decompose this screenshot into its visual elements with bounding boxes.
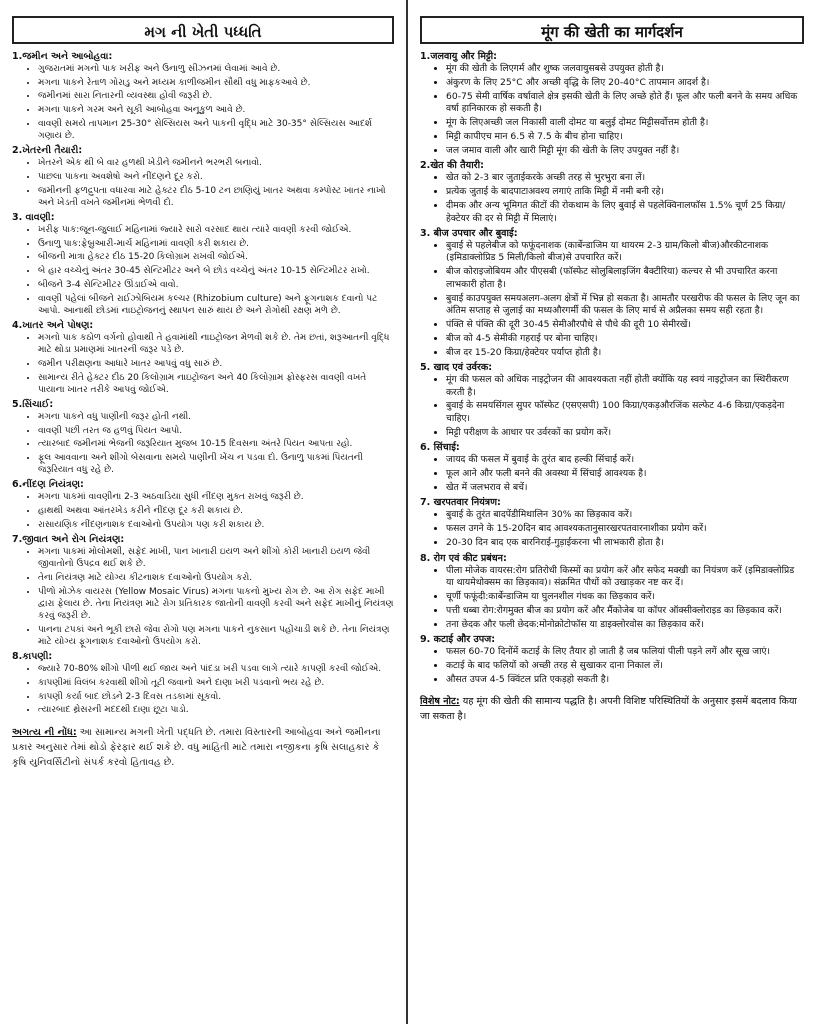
bullet-item: • खेत को 2-3 बार जुताईकरके अच्छी तरह से भुरभुरा बना लें। bbox=[446, 172, 804, 184]
section-heading: 3. વાવણી: bbox=[12, 212, 55, 224]
bullet-list bbox=[420, 509, 804, 549]
gujarati-section bbox=[12, 398, 394, 477]
gujarati-note-label: અગત્ય ની નોંધ: bbox=[12, 726, 77, 738]
bullet-list bbox=[12, 157, 394, 209]
hindi-section bbox=[420, 361, 804, 439]
bullet-item: • કાપણીમાં વિલંબ કરવાથી શીંગો તૂટી જવાનો અને દાણા ખરી પડવાનો ભય રહે છે. bbox=[38, 677, 394, 689]
hindi-section bbox=[420, 50, 804, 157]
bullet-item: • जल जमाव वाली और खारी मिट्टी मूंग की खेती के लिए उपयुक्त नहीं है। bbox=[446, 145, 804, 157]
section-heading: 8.કાપણી: bbox=[12, 651, 53, 663]
gujarati-section bbox=[12, 50, 394, 142]
bullet-item: • औसत उपज 4-5 क्विंटल प्रति एकड़हो सकती है। bbox=[446, 674, 804, 686]
section-heading: 5.સિંચાઈ: bbox=[12, 398, 54, 410]
section-heading: 2.ખેતરની તૈયારી: bbox=[12, 145, 83, 157]
bullet-item: • મગનો પાક કઠોળ વર્ગનો હોવાથી તે હવામાંથી નાઇટ્રોજન મેળવી શકે છે. તેમ છતાં, શરૂઆતની વૃદ્ધિ માટે થોડા પ્રમાણમાં ખાતરની જરૂર પડે છે. bbox=[38, 332, 394, 356]
gujarati-title: મગ ની ખેતી પધ્ધતિ bbox=[12, 16, 394, 44]
bullet-item: • कटाई के बाद फलियों को अच्छी तरह से सुखाकर दाना निकाल लें। bbox=[446, 660, 804, 672]
section-heading: 5. खाद एवं उर्वरक: bbox=[420, 362, 493, 374]
bullet-item: • अंकुरण के लिए 25°C और अच्छी वृद्धि के लिए 20-40°C तापमान आदर्श है। bbox=[446, 77, 804, 89]
section-heading: 1.जलवायु और मिट्टी: bbox=[420, 51, 497, 62]
bullet-item: • पंक्ति से पंक्ति की दूरी 30-45 सेमीऔरपौधे से पौधे की दूरी 10 सेमीरखें। bbox=[446, 319, 804, 331]
bullet-item: • ત્યારબાદ થ્રેસરની મદદથી દાણા છૂટા પાડો. bbox=[38, 704, 394, 716]
bullet-item: • मूंग की फसल को अधिक नाइट्रोजन की आवश्यकता नहीं होती क्योंकि यह स्वयं नाइट्रोजन का स्थिरीकरण करती है। bbox=[446, 374, 804, 399]
bullet-item: • मिट्टी कापीएच मान 6.5 से 7.5 के बीच होना चाहिए। bbox=[446, 131, 804, 143]
bullet-item: • फूल आने और फली बनने की अवस्था में सिंचाई आवश्यक है। bbox=[446, 468, 804, 480]
bullet-item: • બીજની માત્રા હેક્ટર દીઠ 15-20 કિલોગ્રામ રાખવી જોઈએ. bbox=[38, 251, 394, 263]
hindi-note-text: यह मूंग की खेती की सामान्य पद्धति है। अपनी विशिष्ट परिस्थितियों के अनुसार इसमें बदलाव किया जा सकता है। bbox=[420, 696, 797, 723]
bullet-item: • મગના પાકમાં મોલોમશી, સફેદ માખી, પાન ખાનારી ઇયળ અને શીંગો કોરી ખાનારી ઇયળ જેવી જીવાતોનો ઉપદ્રવ થઈ શકે છે. bbox=[38, 546, 394, 570]
hindi-section bbox=[420, 159, 804, 225]
section-heading: 6. सिंचाई: bbox=[420, 442, 460, 454]
bullet-item: • વાવણી પછી તરત જ હળવું પિયત આપો. bbox=[38, 425, 394, 437]
bullet-list bbox=[420, 172, 804, 225]
hindi-note bbox=[420, 694, 804, 724]
hindi-title: मूंग की खेती का मार्गदर्शन bbox=[420, 16, 804, 44]
hindi-section bbox=[420, 441, 804, 494]
bullet-list bbox=[12, 63, 394, 142]
gujarati-note-text: આ સામાન્ય મગની ખેતી પદ્ધતિ છે. તમારા વિસ્તારની આબોહવા અને જમીનના પ્રકાર અનુસાર તેમાં થોડો ફેરફાર થઈ શકે છે. વધુ માહિતી માટે તમારા નજીકના કૃષિ સલાહકાર કે કૃષિ યુનિવર્સિટીનો સંપર્ક કરવો હિતાવહ છે. bbox=[12, 726, 381, 768]
bullet-item: • ખરીફ પાક:જૂન-જુલાઈ મહિનામાં જ્યારે સારો વરસાદ થાય ત્યારે વાવણી કરવી જોઈએ. bbox=[38, 224, 394, 236]
bullet-item: • વાવણી પહેલાં બીજને રાઈઝોબિયમ કલ્ચર (Rhizobium culture) અને ફૂગનાશક દવાનો પટ આપો. આનાથી છોડમાં નાઇટ્રોજનનું સ્થાપન સારું થાય છે અને રોગોથી રક્ષણ મળે છે. bbox=[38, 293, 394, 317]
bullet-item: • મગના પાકને વધુ પાણીની જરૂર હોતી નથી. bbox=[38, 411, 394, 423]
bullet-item: • વાવણી સમયે તાપમાન 25-30° સેલ્સિયસ અને પાકની વૃદ્ધિ માટે 30-35° સેલ્સિયસ આદર્શ ગણાય છે. bbox=[38, 118, 394, 142]
bullet-item: • बुवाई के तुरंत बादपेंडीमिथालिन 30% का छिड़काव करें। bbox=[446, 509, 804, 521]
section-heading: 7. खरपतवार नियंत्रण: bbox=[420, 497, 501, 509]
bullet-item: • पीला मोजेक वायरस:रोग प्रतिरोधी किस्मों का प्रयोग करें और सफेद मक्खी का नियंत्रण करें (इमिडाक्लोप्रिड या थायमेथोक्सम का छिड़काव)। संक्रमित पौधों को उखाड़कर नष्ट कर दें। bbox=[446, 565, 804, 590]
bullet-item: • ખેતરને એક થી બે વાર હળથી ખેડીને જમીનને ભરભરી બનાવો. bbox=[38, 157, 394, 169]
bullet-item: • બીજને 3-4 સેન્ટિમીટર ઊંડાઈએ વાવો. bbox=[38, 279, 394, 291]
gujarati-section bbox=[12, 533, 394, 648]
bullet-item: • बुवाई से पहलेबीज को फफूंदनाशक (कार्बेन्डाजिम या थायरम 2-3 ग्राम/किलो बीज)औरकीटनाशक (इमिडाक्लोप्रिड 5 मिली/किलो बीज)से उपचारित करें। bbox=[446, 240, 804, 265]
bullet-item: • बीज कोराइजोबियम और पीएसबी (फॉस्फेट सोलुबिलाइजिंग बैक्टीरिया) कल्चर से भी उपचारित करना लाभकारी होता है। bbox=[446, 266, 804, 291]
hindi-section bbox=[420, 633, 804, 686]
bullet-item: • मूंग की खेती के लिएगर्म और शुष्क जलवायुसबसे उपयुक्त होती है। bbox=[446, 63, 804, 75]
bullet-list bbox=[12, 663, 394, 716]
hindi-section bbox=[420, 227, 804, 359]
bullet-item: • તેના નિયંત્રણ માટે યોગ્ય કીટનાશક દવાઓનો ઉપયોગ કરો. bbox=[38, 572, 394, 584]
gujarati-sections bbox=[12, 50, 394, 717]
bullet-item: • 20-30 दिन बाद एक बारनिराई-गुड़ाईकरना भी लाभकारी होता है। bbox=[446, 537, 804, 549]
bullet-list bbox=[420, 374, 804, 439]
bullet-item: • 60-75 सेमी वार्षिक वर्षावाले क्षेत्र इसकी खेती के लिए अच्छे होते हैं। फूल और फली बनने के समय अधिक वर्षा हानिकारक हो सकती है। bbox=[446, 91, 804, 116]
gujarati-section bbox=[12, 478, 394, 531]
bullet-list bbox=[420, 240, 804, 359]
bullet-item: • રાસાયણિક નીંદણનાશક દવાઓનો ઉપયોગ પણ કરી શકાય છે. bbox=[38, 519, 394, 531]
bullet-item: • फसल 60-70 दिनोंमें कटाई के लिए तैयार हो जाती है जब फलियां पीली पड़ने लगें और सूख जाएं। bbox=[446, 646, 804, 658]
bullet-item: • પાછલા પાકના અવશેષો અને નીંદણને દૂર કરો. bbox=[38, 171, 394, 183]
gujarati-note bbox=[12, 725, 394, 770]
bullet-item: • જમીન પરીક્ષણના આધારે ખાતર આપવું વધુ સારું છે. bbox=[38, 358, 394, 370]
bullet-list bbox=[12, 411, 394, 477]
section-heading: 2.खेत की तैयारी: bbox=[420, 160, 484, 172]
bullet-item: • મગના પાકમાં વાવણીના 2-3 અઠવાડિયા સુધી નીંદણ મુક્ત રાખવું જરૂરી છે. bbox=[38, 491, 394, 503]
gujarati-section bbox=[12, 319, 394, 396]
bullet-item: • કાપણી કર્યા બાદ છોડને 2-3 દિવસ તડકામાં સૂકવો. bbox=[38, 691, 394, 703]
bullet-item: • ઉનાળુ પાક:ફેબ્રુઆરી-માર્ચ મહિનામાં વાવણી કરી શકાય છે. bbox=[38, 238, 394, 250]
bullet-item: • જમીનમાં સારા નિતારની વ્યવસ્થા હોવી જરૂરી છે. bbox=[38, 90, 394, 102]
section-heading: 8. रोग एवं कीट प्रबंधन: bbox=[420, 552, 507, 564]
section-heading: 4.ખાતર અને પોષણ: bbox=[12, 319, 94, 331]
bullet-item: • जायद की फसल में बुवाई के तुरंत बाद हल्की सिंचाई करें। bbox=[446, 454, 804, 466]
bullet-list bbox=[12, 546, 394, 648]
section-heading: 6.નીંદણ નિયંત્રણ: bbox=[12, 479, 84, 491]
hindi-note-label: विशेष नोट: bbox=[420, 696, 460, 708]
bullet-item: • બે હાર વચ્ચેનું અંતર 30-45 સેન્ટિમીટર અને બે છોડ વચ્ચેનું અંતર 10-15 સેન્ટિમીટર રાખો. bbox=[38, 265, 394, 277]
bullet-item: • મગના પાકને ગરમ અને સૂકી આબોહવા અનૂકુળ આવે છે. bbox=[38, 104, 394, 116]
column-divider bbox=[406, 0, 408, 1024]
gujarati-section bbox=[12, 144, 394, 209]
bullet-item: • જ્યારે 70-80% શીંગો પીળી થઈ જાય અને પાંદડા ખરી પડવા લાગે ત્યારે કાપણી કરવી જોઈએ. bbox=[38, 663, 394, 675]
bullet-item: • પાનના ટપકાં અને ભૂકી છારો જેવા રોગો પણ મગના પાકને નુકસાન પહોંચાડી શકે છે. તેના નિયંત્રણ માટે યોગ્ય ફૂગનાશક દવાઓનો ઉપયોગ કરો. bbox=[38, 624, 394, 648]
bullet-list bbox=[420, 63, 804, 157]
section-heading: 1.જમીન અને આબોહવા: bbox=[12, 51, 113, 62]
gujarati-section bbox=[12, 650, 394, 716]
hindi-section bbox=[420, 496, 804, 549]
bullet-item: • प्रत्येक जुताई के बादपाटाअवश्य लगाएं ताकि मिट्टी में नमी बनी रहे। bbox=[446, 186, 804, 198]
bullet-item: • फसल उगने के 15-20दिन बाद आवश्यकतानुसारखरपतवारनाशीका प्रयोग करें। bbox=[446, 523, 804, 535]
bullet-item: • पत्ती धब्बा रोग:रोगमुक्त बीज का प्रयोग करें और मैंकोजेब या कॉपर ऑक्सीक्लोराइड का छिड़काव करें। bbox=[446, 605, 804, 617]
bullet-list bbox=[420, 454, 804, 494]
hindi-column bbox=[414, 8, 810, 1016]
bullet-list bbox=[12, 491, 394, 531]
section-heading: 3. बीज उपचार और बुवाई: bbox=[420, 227, 518, 239]
bullet-list bbox=[12, 224, 394, 317]
section-heading: 9. कटाई और उपज: bbox=[420, 634, 496, 646]
bullet-item: • बुवाई काउपयुक्त समयअलग-अलग क्षेत्रों में भिन्न हो सकता है। आमतौर परखरीफ की फसल के लिए जून का अंतिम सप्ताह से जुलाई का मध्यऔरगर्मी की फसल के लिए मार्च से अप्रैलका समय सही रहता है। bbox=[446, 293, 804, 318]
gujarati-section bbox=[12, 211, 394, 317]
bullet-item: • ગુજરાતમાં મગનો પાક ખરીફ અને ઉનાળુ સીઝનમાં લેવામાં આવે છે. bbox=[38, 63, 394, 75]
bullet-item: • ત્યારબાદ જમીનમાં ભેજની જરૂરિયાત મુજબ 10-15 દિવસના અંતરે પિયત આપતા રહો. bbox=[38, 438, 394, 450]
bullet-list bbox=[420, 565, 804, 632]
bullet-item: • ફૂલ આવવાના અને શીંગો બેસવાના સમયે પાણીની ખેંચ ન પડવા દો. ઉનાળુ પાકમાં પિયતની જરૂરિયાત વધુ રહે છે. bbox=[38, 452, 394, 476]
bullet-item: • तना छेदक और फली छेदक:मोनोक्रोटोफॉस या डाइक्लोरवोस का छिड़काव करें। bbox=[446, 619, 804, 631]
bullet-item: • चूर्णी फफूंदी:कार्बेन्डाजिम या घुलनशील गंधक का छिड़काव करें। bbox=[446, 591, 804, 603]
bullet-item: • बीज को 4-5 सेमीकी गहराई पर बोना चाहिए। bbox=[446, 333, 804, 345]
bullet-list bbox=[12, 332, 394, 396]
bullet-item: • હાથથી અથવા આંતરખેડ કરીને નીંદણ દૂર કરી શકાય છે. bbox=[38, 505, 394, 517]
bullet-item: • बुवाई के समयसिंगल सुपर फॉस्फेट (एसएसपी) 100 किग्रा/एकड़औरजिंक सल्फेट 4-6 किग्रा/एकड़देना चाहिए। bbox=[446, 400, 804, 425]
hindi-section bbox=[420, 552, 804, 632]
bullet-item: • बीज दर 15-20 किग्रा/हेक्टेयर पर्याप्त होती है। bbox=[446, 347, 804, 359]
bullet-item: • જમીનની ફળદ્રુપતા વધારવા માટે હેક્ટર દીઠ 5-10 ટન છાણિયું ખાતર અથવા કમ્પોસ્ટ ખાતર નાખો અને ખેડતી વખતે જમીનમાં ભેળવી દો. bbox=[38, 185, 394, 209]
bullet-item: • मिट्टी परीक्षण के आधार पर उर्वरकों का प्रयोग करें। bbox=[446, 427, 804, 439]
bullet-item: • મગના પાકને રેતાળ ગોરાડુ અને મધ્યમ કાળીજમીન સૌથી વધુ માફકઆવે છે. bbox=[38, 77, 394, 89]
bullet-item: • खेत में जलभराव से बचें। bbox=[446, 482, 804, 494]
bullet-item: • दीमक और अन्य भूमिगत कीटों की रोकथाम के लिए बुवाई से पहलेक्विनालफॉस 1.5% चूर्ण 25 किग्रा/हेक्टेयर की दर से मिट्टी में मिलाएं। bbox=[446, 200, 804, 225]
hindi-sections bbox=[420, 50, 804, 686]
gujarati-column bbox=[6, 8, 400, 1016]
section-heading: 7.જીવાત અને રોગ નિયંત્રણ: bbox=[12, 534, 125, 546]
bullet-item: • मूंग के लिएअच्छी जल निकासी वाली दोमट या बलुई दोमट मिट्टीसर्वोत्तम होती है। bbox=[446, 117, 804, 129]
bullet-item: • સામાન્ય રીતે હેક્ટર દીઠ 20 કિલોગ્રામ નાઇટ્રોજન અને 40 કિલોગ્રામ ફોસ્ફરસ વાવણી વખતે પાયાના ખાતર તરીકે આપવું જોઈએ. bbox=[38, 372, 394, 396]
bullet-list bbox=[420, 646, 804, 686]
bullet-item: • પીળો મોઝેક વાયરસ (Yellow Mosaic Virus) મગના પાકનો મુખ્ય રોગ છે. આ રોગ સફેદ માખી દ્વારા ફેલાય છે. તેના નિયંત્રણ માટે રોગ પ્રતિકારક જાતોની વાવણી કરવી અને સફેદ માખીનું નિયંત્રણ કરવું જરૂરી છે. bbox=[38, 586, 394, 623]
